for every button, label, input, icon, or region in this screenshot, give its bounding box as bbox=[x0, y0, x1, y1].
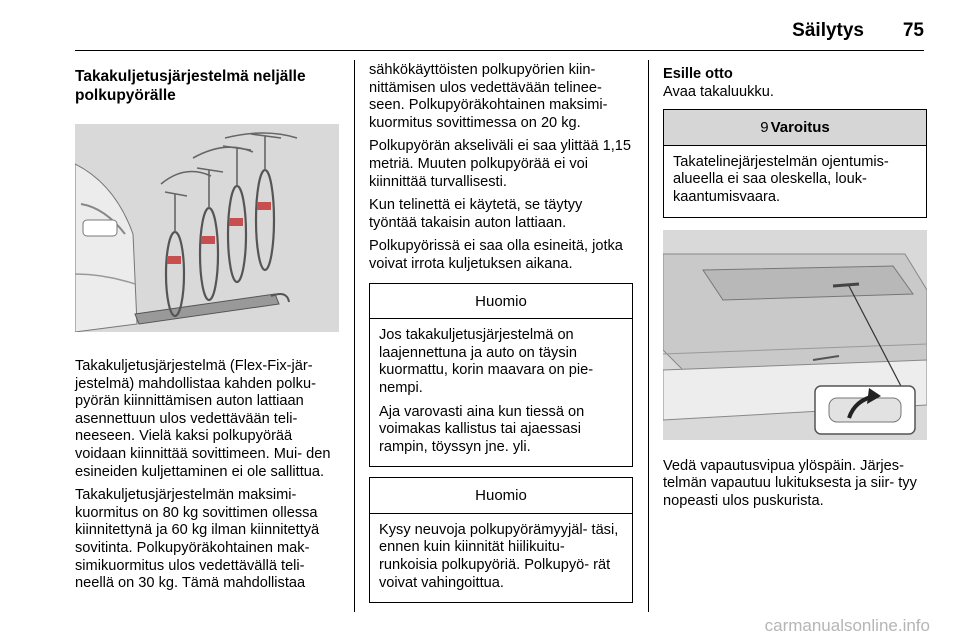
release-lever-illustration bbox=[663, 230, 927, 440]
column-divider-right bbox=[648, 60, 649, 612]
column-divider-left bbox=[354, 60, 355, 612]
paragraph: Vedä vapautusvipua ylöspäin. Järjes- telmän vapautuu lukituksesta ja siir- tyy nopeasti ulos puskurista. bbox=[663, 457, 917, 509]
warning-text: Takatelinejärjestelmän ojentumis- alueella ei saa oleskella, louk- kaantumisvaara. bbox=[673, 153, 889, 205]
header-rule bbox=[75, 50, 924, 51]
note-box bbox=[369, 477, 633, 603]
paragraph: Avaa takaluukku. bbox=[663, 83, 774, 100]
column-1 bbox=[75, 68, 339, 599]
warning-title: Varoitus bbox=[770, 119, 830, 137]
note-paragraph: Kysy neuvoja polkupyörämyyjäl- täsi, ennen kuin kiinnität hiilikuitu- runkoisia polkupyöriä. Polkupyö- rät voivat vahingoittua. bbox=[379, 521, 619, 591]
note-box bbox=[369, 283, 633, 468]
warning-triangle-icon: 9 bbox=[760, 119, 769, 137]
paragraph: Takakuljetusjärjestelmän maksimi- kuormitus on 80 kg sovittimen ollessa kiinnitettynä ja 60 kg ilman kiinnitettyä sovitinta. Polkupyöräkohtainen mak- simikuormitus ulos vedettävällä teli- neellä on 30 kg. Tämä mahdollistaa bbox=[75, 487, 320, 592]
note-title: Huomio bbox=[370, 284, 632, 320]
paragraph: Polkupyörän akseliväli ei saa ylittää 1,15 metriä. Muuten polkupyörää ei voi kiinnittää turvallisesti. bbox=[369, 138, 632, 190]
note-body bbox=[370, 319, 632, 466]
warning-box bbox=[663, 109, 927, 217]
subheading: Esille otto bbox=[663, 66, 733, 82]
note-body bbox=[370, 514, 632, 602]
paragraph: Kun telinettä ei käytetä, se täytyy työntää takaisin auton lattiaan. bbox=[369, 197, 583, 231]
paragraph: Takakuljetusjärjestelmä (Flex-Fix-jär- jestelmä) mahdollistaa kahden polku- pyörän kiinnittämisen auton lattiaan asennettuun ulos vedettävään teli- neeseen. Vielä kaksi polkupyörää voidaan kiinnittää sovittimeen. Mui- den esineiden kuljettaminen ei ole sallittua. bbox=[75, 358, 331, 480]
release-lever-icon bbox=[663, 230, 927, 440]
section-heading: Takakuljetusjärjestelmä neljälle polkupyörälle bbox=[75, 68, 306, 104]
note-paragraph: Aja varovasti aina kun tiessä on voimakas kallistus tai ajaessasi rampin, töyssyn jne. yli. bbox=[379, 403, 585, 455]
note-paragraph: Jos takakuljetusjärjestelmä on laajennettuna ja auto on täysin kuormattu, korin maavara on pie- nempi. bbox=[379, 327, 594, 396]
warning-header bbox=[664, 110, 926, 146]
warning-body bbox=[664, 146, 926, 217]
bike-carrier-four-bikes-icon bbox=[75, 124, 339, 332]
paragraph: Polkupyörissä ei saa olla esineitä, jotka voivat irrota kuljetuksen aikana. bbox=[369, 238, 623, 272]
column-3 bbox=[663, 66, 927, 516]
watermark: carmanualsonline.info bbox=[764, 616, 930, 635]
note-title: Huomio bbox=[370, 478, 632, 514]
paragraph: sähkökäyttöisten polkupyörien kiin- nittämisen ulos vedettävään telinee- seen. Polkupyöräkohtainen maksimi- kuormitus sovittimessa on 20 kg. bbox=[369, 62, 608, 131]
page-title: Säilytys bbox=[792, 20, 864, 41]
column-2 bbox=[369, 62, 633, 603]
bike-carrier-illustration bbox=[75, 124, 339, 332]
page-number: 75 bbox=[902, 20, 924, 41]
